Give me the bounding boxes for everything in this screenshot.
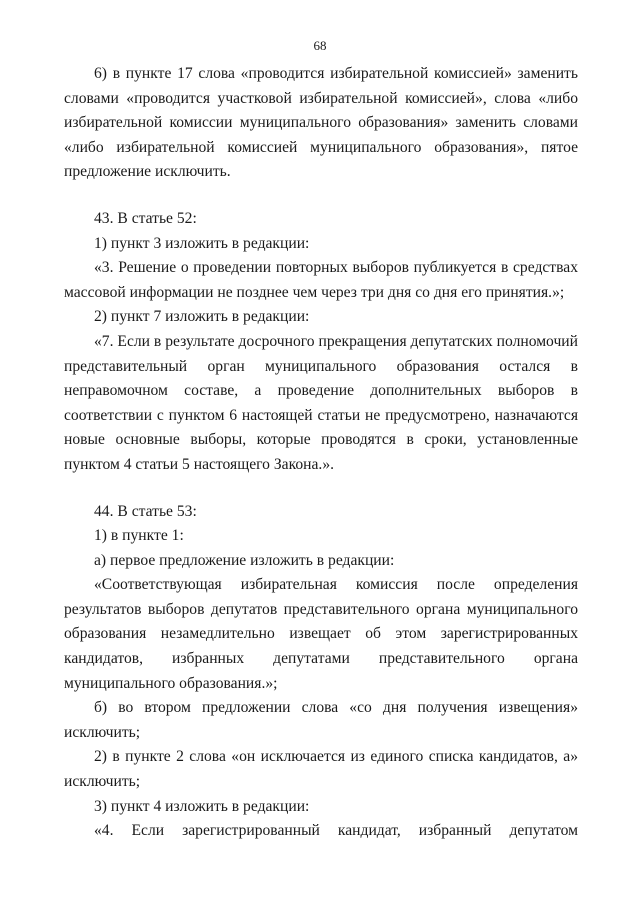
paragraph-item-3: 3) пункт 4 изложить в редакции:	[94, 797, 310, 815]
section-heading-44: 44. В статье 53:	[94, 502, 197, 520]
paragraph-item-1: 1) пункт 3 изложить в редакции:	[94, 234, 310, 252]
section-gap	[64, 478, 578, 500]
quote-point-3: «3. Решение о проведении повторных выборов публикуется в средствах массовой информации не позднее чем через три дня со дня его принятия.»;	[64, 259, 578, 301]
quote-sentence: «Соответствующая избирательная комиссия после определения результатов выборов депутатов представительного органа муниципального образования незамедлительно извещает об этом зарегистрированных кандидатов, избранных депутатами представительного органа муниципального образования.»;	[64, 576, 578, 692]
section-heading-43: 43. В статье 52:	[94, 209, 197, 227]
paragraph-item-2: 2) пункт 7 изложить в редакции:	[94, 308, 310, 326]
paragraph-item-6: 6) в пункте 17 слова «проводится избирательной комиссией» заменить словами «проводится участковой избирательной комиссией», слова «либо избирательной комиссии муниципального образования» заменить словами «либо избирательной комиссией муниципального образования», пятое предложение исключить.	[64, 65, 578, 181]
subparagraph-a: а) первое предложение изложить в редакции:	[94, 551, 395, 569]
document-body	[64, 62, 578, 844]
page-number: 68	[313, 38, 327, 53]
quote-point-4: «4. Если зарегистрированный кандидат, избранный депутатом	[94, 822, 578, 840]
section-gap	[64, 185, 578, 207]
subparagraph-b: б) во втором предложении слова «со дня получения извещения» исключить;	[64, 699, 578, 741]
quote-point-7: «7. Если в результате досрочного прекращения депутатских полномочий представительный орган муниципального образования остался в неправомочном составе, а проведение дополнительных выборов в соответствии с пунктом 6 настоящей статьи не предусмотрено, назначаются новые основные выборы, которые проводятся в сроки, установленные пунктом 4 статьи 5 настоящего Закона.».	[64, 332, 578, 473]
paragraph-item-2: 2) в пункте 2 слова «он исключается из единого списка кандидатов, а» исключить;	[64, 748, 578, 791]
paragraph-item-1: 1) в пункте 1:	[94, 527, 184, 545]
